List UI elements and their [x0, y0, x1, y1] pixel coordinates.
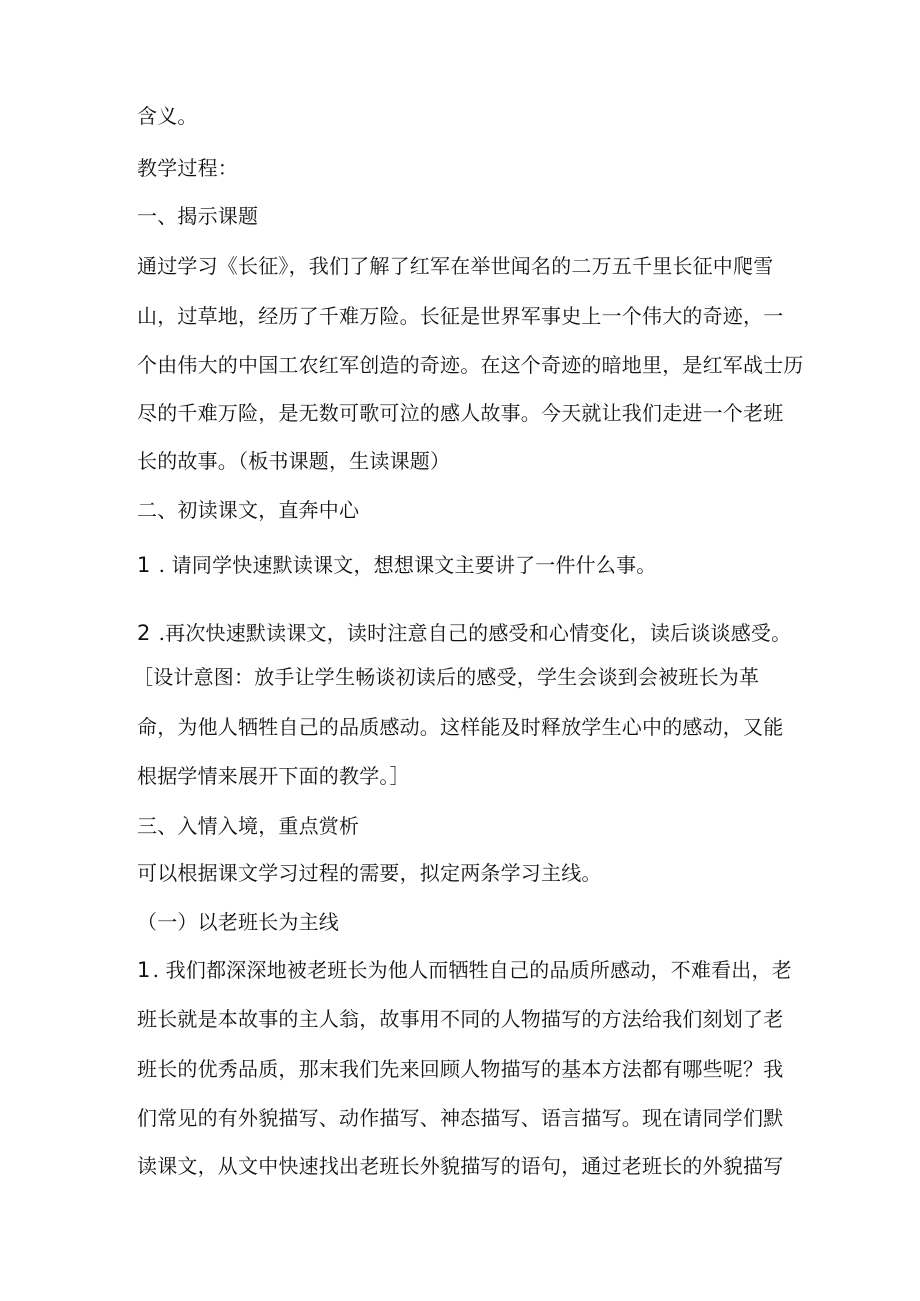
- section-heading: 二、初读课文，直奔中心: [137, 498, 360, 522]
- text-line: 们常见的有外貌描写、动作描写、神态描写、语言描写。现在请同学们默: [137, 1106, 784, 1130]
- text-line: 班长就是本故事的主人翁，故事用不同的人物描写的方法给我们刻划了老: [137, 1007, 784, 1031]
- item-text: .再次快速默读课文，读时注意自己的感受和心情变化，读后谈谈感受。: [158, 621, 792, 645]
- item-number: 2: [137, 621, 151, 645]
- text-line: 个由伟大的中国工农红军创造的奇迹。在这个奇迹的暗地里，是红军战士历: [137, 353, 804, 377]
- item-text: . 请同学快速默读课文，想想课文主要讲了一件什么事。: [158, 553, 657, 577]
- item-text: . 我们都深深地被老班长为他人而牺牲自己的品质所感动，不难看出，老: [152, 958, 792, 982]
- item-number: 1: [137, 958, 151, 982]
- numbered-item: [137, 620, 792, 646]
- text-line: 可以根据课文学习过程的需要，拟定两条学习主线。: [137, 861, 602, 885]
- text-line: 教学过程：: [137, 156, 238, 180]
- text-line: 班长的优秀品质，那末我们先来回顾人物描写的基本方法都有哪些呢？我: [137, 1057, 784, 1081]
- section-heading: 三、入情入境，重点赏析: [137, 814, 360, 838]
- numbered-item: [137, 552, 787, 578]
- text-line: 命，为他人牺牲自己的品质感动。这样能及时释放学生心中的感动，又能: [137, 715, 784, 739]
- numbered-item: [137, 957, 792, 983]
- subsection-heading: （一）以老班长为主线: [137, 910, 339, 934]
- text-line: 长的故事。（板书课题，生读课题）: [137, 449, 451, 473]
- text-line: 尽的千难万险，是无数可歌可泣的感人故事。今天就让我们走进一个老班: [137, 401, 784, 425]
- text-line: 通过学习《长征》，我们了解了红军在举世闻名的二万五千里长征中爬雪: [137, 254, 774, 278]
- text-line: 山，过草地，经历了千难万险。长征是世界军事史上一个伟大的奇迹，一: [137, 304, 784, 328]
- text-line: 读课文，从文中快速找出老班长外貌描写的语句，通过老班长的外貌描写: [137, 1154, 784, 1178]
- section-heading: 一、揭示课题: [137, 204, 259, 228]
- text-line: ［设计意图：放手让学生畅谈初读后的感受，学生会谈到会被班长为革: [133, 665, 760, 689]
- text-line: 根据学情来展开下面的教学。］: [137, 764, 410, 788]
- text-line: 含义。: [137, 104, 198, 128]
- item-number: 1: [137, 553, 151, 577]
